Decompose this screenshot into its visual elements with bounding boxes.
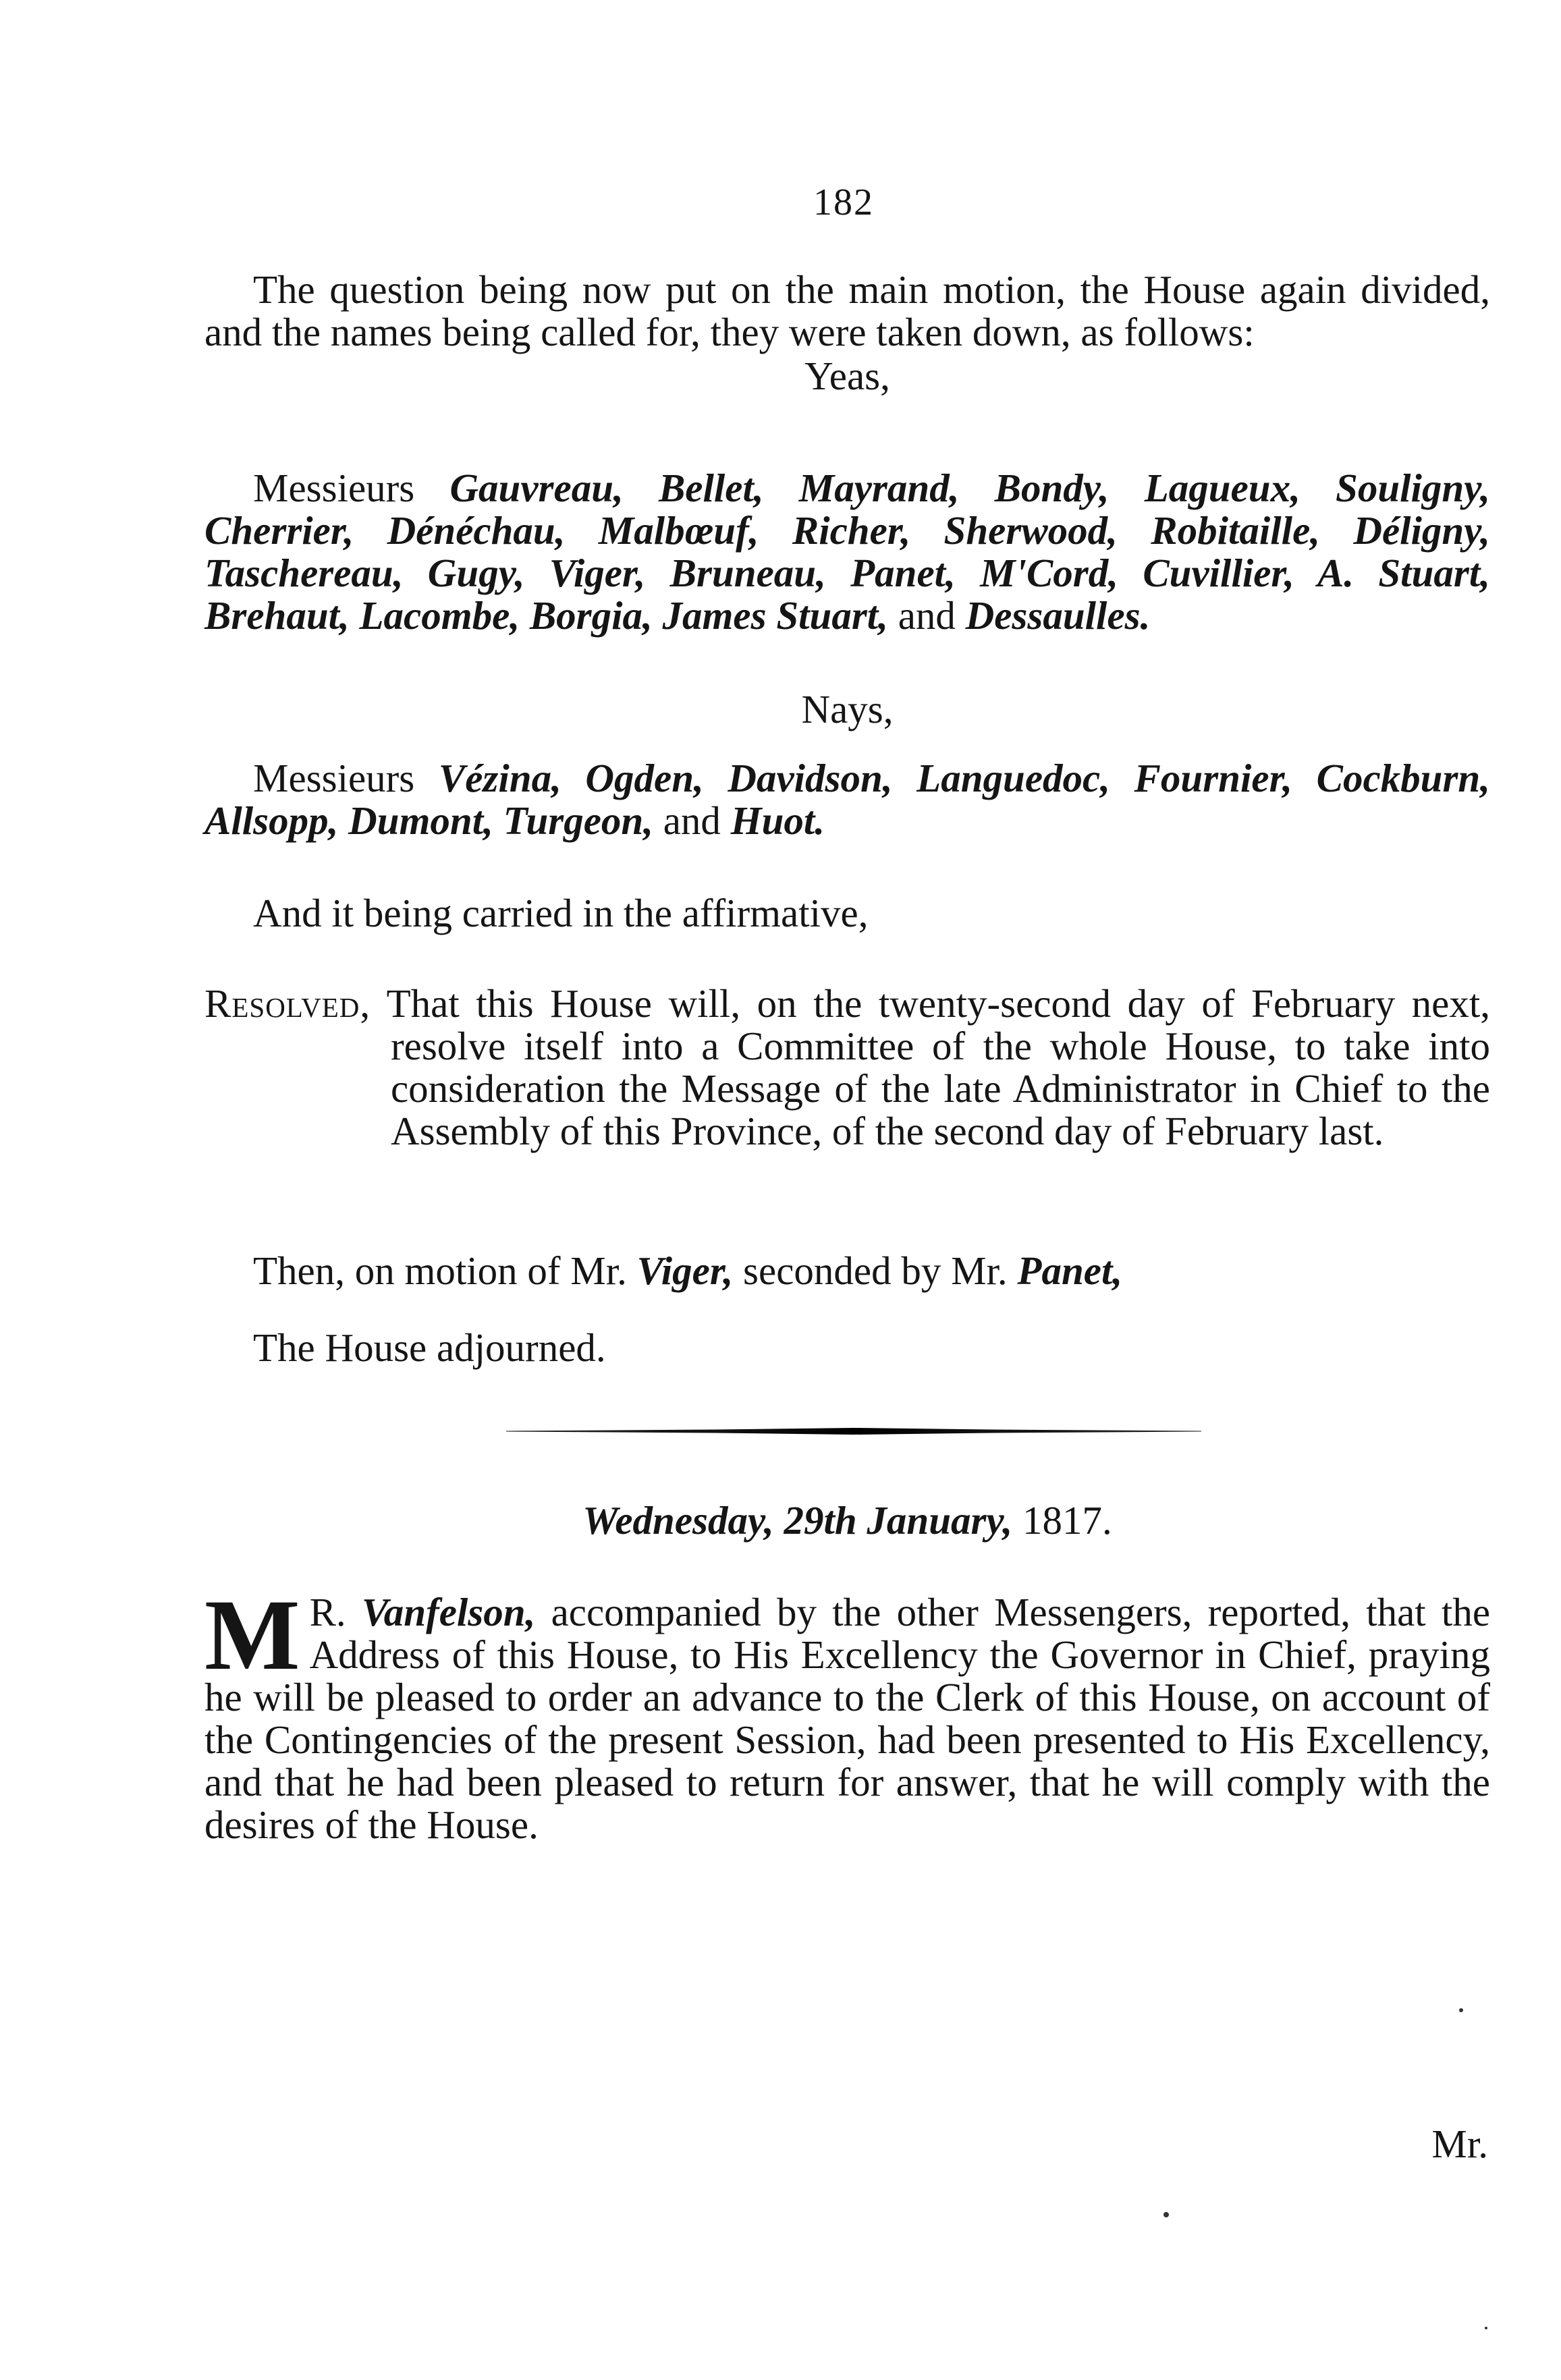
nays-last-name: Huot. <box>730 798 825 843</box>
yeas-list <box>204 467 1490 637</box>
division-intro <box>204 269 1490 397</box>
motion-text-a: Then, on motion of Mr. <box>253 1248 637 1293</box>
report-text-a: R. <box>309 1590 362 1634</box>
yeas-and: and <box>887 593 966 638</box>
division-paragraph: The question being now put on the main motion, the House again divided, and the names being called for, they were taken down, as follows: <box>204 267 1490 354</box>
resolved-label: Resolved, <box>204 981 371 1026</box>
yeas-last-name: Dessaulles. <box>965 593 1151 638</box>
nays-prefix: Messieurs <box>253 756 439 800</box>
yeas-names: Gauvreau, Bellet, Mayrand, Bondy, Lagueux, Souligny, Cherrier, Dénéchau, Malbœuf, Richer, Sherwood, Robitaille, Déligny, Taschereau, Gugy, Viger, Bruneau, Panet, M'Cord, Cuvillier, A. Stuart, Brehaut, Lacombe, Borgia, James Stuart, <box>204 466 1490 638</box>
page-number: 182 <box>813 182 874 223</box>
motion-text-b: seconded by Mr. <box>733 1248 1018 1293</box>
messenger-paragraph <box>204 1579 1491 1847</box>
nays-names: Vézina, Ogden, Davidson, Languedoc, Fournier, Cockburn, Allsopp, Dumont, Turgeon, <box>204 756 1490 843</box>
motion-text <box>204 1250 1490 1292</box>
resolution-text: That this House will, on the twenty-second day of February next, resolve itself into a Committee of the whole House, to take into consideration the Message of the late Administrator in Chief to the Assembly of this Province, of the second day of February last. <box>371 981 1490 1153</box>
section-divider <box>506 1428 1201 1435</box>
carried-line <box>204 892 1490 935</box>
adjourned-text: The House adjourned. <box>253 1325 606 1370</box>
yeas-heading: Yeas, <box>804 354 890 398</box>
report-text-b: accompanied by the other Messengers, reported, that the Address of this House, to His Excellency the Governor in Chief, praying he will be pleased to order an advance to the Clerk of this House, on account of the Contingencies of the present Session, had been presented to His Excellency, and that he had been pleased to return for answer, that he will comply with the desires of the House. <box>204 1590 1491 1847</box>
date-year: 1817. <box>1012 1498 1112 1543</box>
nays-and: and <box>653 798 731 843</box>
ink-speck <box>1485 2327 1487 2329</box>
nays-paragraph <box>204 757 1490 842</box>
nays-list <box>204 757 1490 842</box>
date-line <box>204 1499 1490 1542</box>
messenger-report <box>204 1579 1491 1847</box>
carried-text: And it being carried in the affirmative, <box>253 891 869 935</box>
nays-section <box>204 688 1490 731</box>
catchword: Mr. <box>1431 2122 1488 2166</box>
adjourned-line <box>204 1327 1490 1369</box>
ink-speck <box>1459 2008 1463 2012</box>
yeas-prefix: Messieurs <box>253 466 450 510</box>
ink-speck <box>1163 2212 1169 2217</box>
messenger-name: Vanfelson, <box>361 1590 536 1634</box>
mover-name: Viger, <box>636 1248 734 1293</box>
resolution <box>204 983 1490 1153</box>
resolution-paragraph <box>204 983 1490 1153</box>
seconder-name: Panet, <box>1017 1248 1123 1293</box>
yeas-paragraph <box>204 467 1490 637</box>
drop-capital: M <box>204 1579 300 1691</box>
nays-heading: Nays, <box>801 687 894 731</box>
motion-line <box>204 1250 1490 1292</box>
date-heading <box>204 1499 1490 1542</box>
date-weekday: Wednesday, 29th January, <box>582 1498 1013 1543</box>
